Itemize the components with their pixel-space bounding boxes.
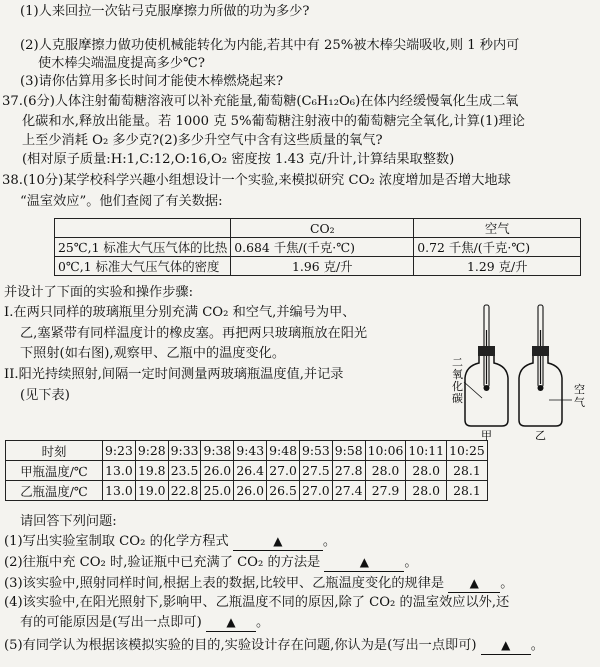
- temp-cell: 27.4: [332, 481, 365, 501]
- questions-intro: 请回答下列问题:: [20, 514, 117, 529]
- temp-cell: 27.0: [299, 481, 332, 501]
- time-cell: 9:48: [267, 441, 300, 461]
- temp-cell: 26.0: [201, 461, 234, 481]
- sub-q5: (5)有同学认为根据该模拟实验的目的,实验设计存在问题,你认为是(写出一点即可) ▲ 。: [4, 638, 544, 653]
- answer-blank-4[interactable]: [206, 614, 256, 632]
- temp-cell: 27.0: [267, 461, 300, 481]
- q37-line4: (相对原子质量:H:1,C:12,O:16,O₂ 密度按 1.43 克/升计,计算结果取整数): [22, 152, 455, 167]
- sub-q4-line2: 有的可能原因是(写出一点即可) ▲ 。: [20, 615, 270, 630]
- q38-line1: 38.(10分)某学校科学兴趣小组想设计一个实验,来模拟研究 CO₂ 浓度增加是否增大地球: [2, 173, 511, 188]
- sub-q2: (2)往瓶中充 CO₂ 时,验证瓶中已充满了 CO₂ 的方法是 ▲ 。: [4, 555, 418, 570]
- blank-triangle-icon: ▲: [273, 534, 283, 548]
- answer-blank-1[interactable]: [233, 533, 323, 551]
- temp-cell: 13.0: [103, 461, 136, 481]
- q38-line2: “温室效应”。他们查阅了有关数据:: [20, 194, 223, 209]
- temp-cell: 19.0: [135, 481, 168, 501]
- answer-blank-2[interactable]: [324, 554, 404, 572]
- co2-specific-heat: 0.684 千焦/(千克·℃): [231, 238, 414, 257]
- label-co2-1: 二: [452, 356, 463, 369]
- bottle-jia-label: 甲: [481, 429, 492, 442]
- time-cell: 10:25: [447, 441, 488, 461]
- temp-cell: 19.8: [135, 461, 168, 481]
- bottle-yi-label: 乙: [535, 429, 546, 442]
- time-cell: 10:11: [406, 441, 447, 461]
- time-cell: 9:53: [299, 441, 332, 461]
- label-air-2: 气: [574, 396, 585, 409]
- temp-cell: 23.5: [168, 461, 201, 481]
- step1-line2: 乙,塞紧带有同样温度计的橡皮塞。再把两只玻璃瓶放在阳光: [20, 326, 368, 341]
- table-row: [6, 461, 488, 481]
- q37-line3: 上至少消耗 O₂ 多少克?(2)多少升空气中含有这些质量的氧气?: [22, 133, 383, 148]
- time-cell: 9:43: [234, 441, 267, 461]
- sub-q3: (3)该实验中,照射同样时间,根据上表的数据,比较甲、乙瓶温度变化的规律是 ▲ 。: [4, 576, 514, 591]
- q37-line2: 化碳和水,释放出能量。若 1000 克 5%葡萄糖注射液中的葡萄糖完全氧化,计算(1)理论: [22, 114, 525, 129]
- temp-cell: 22.8: [168, 481, 201, 501]
- air-density: 1.29 克/升: [414, 257, 581, 276]
- temp-cell: 13.0: [103, 481, 136, 501]
- table-row: [55, 219, 581, 238]
- answer-blank-3[interactable]: [448, 575, 500, 593]
- temp-cell: 28.0: [406, 481, 447, 501]
- time-cell: 9:23: [103, 441, 136, 461]
- q36-part2-cont: 使木棒尖端温度提高多少℃?: [38, 56, 205, 71]
- temp-cell: 27.9: [365, 481, 406, 501]
- time-cell: 9:38: [201, 441, 234, 461]
- label-air-1: 空: [574, 383, 585, 396]
- temp-cell: 27.8: [332, 461, 365, 481]
- gas-properties-table: [54, 218, 581, 276]
- row-label-specific-heat: 25℃,1 标准大气压气体的比热: [55, 238, 231, 257]
- label-co2-4: 碳: [452, 392, 463, 405]
- step1-line1: I.在两只同样的玻璃瓶里分别充满 CO₂ 和空气,并编号为甲、: [4, 305, 356, 320]
- co2-density: 1.96 克/升: [231, 257, 414, 276]
- q36-part1: (1)人来回拉一次钻弓克服摩擦力所做的功为多少?: [20, 4, 310, 19]
- time-cell: 9:28: [135, 441, 168, 461]
- header-time: 时刻: [6, 441, 103, 461]
- blank-triangle-icon: ▲: [469, 576, 479, 590]
- temp-cell: 26.0: [234, 481, 267, 501]
- label-co2-3: 化: [452, 380, 463, 393]
- table-row: [55, 257, 581, 276]
- step1-line3: 下照射(如右图),观察甲、乙瓶中的温度变化。: [20, 346, 286, 361]
- blank-triangle-icon: ▲: [501, 638, 511, 652]
- temp-cell: 28.0: [406, 461, 447, 481]
- time-cell: 10:06: [365, 441, 406, 461]
- air-specific-heat: 0.72 千焦/(千克·℃): [414, 238, 581, 257]
- sub-q4-line1: (4)该实验中,在阳光照射下,影响甲、乙瓶温度不同的原因,除了 CO₂ 的温室效应以外,还: [4, 595, 510, 610]
- blank-triangle-icon: ▲: [359, 555, 370, 569]
- temp-cell: 26.4: [234, 461, 267, 481]
- table-row: [6, 481, 488, 501]
- temp-cell: 28.0: [365, 461, 406, 481]
- step2-line2: (见下表): [20, 388, 70, 403]
- row-label-yi: 乙瓶温度/℃: [6, 481, 103, 501]
- temperature-table: [5, 440, 488, 501]
- procedure-intro: 并设计了下面的实验和操作步骤:: [4, 285, 194, 300]
- row-label-density: 0℃,1 标准大气压气体的密度: [55, 257, 231, 276]
- temp-cell: 28.1: [447, 461, 488, 481]
- temp-cell: 25.0: [201, 481, 234, 501]
- header-co2: CO₂: [231, 219, 414, 238]
- temp-cell: 28.1: [447, 481, 488, 501]
- answer-blank-5[interactable]: [481, 637, 531, 655]
- table-row: [6, 441, 488, 461]
- bottle-diagram: [452, 300, 597, 442]
- table-row: [55, 238, 581, 257]
- header-air: 空气: [414, 219, 581, 238]
- label-co2-2: 氧: [452, 368, 463, 381]
- time-cell: 9:58: [332, 441, 365, 461]
- temp-cell: 27.5: [299, 461, 332, 481]
- q36-part3: (3)请你估算用多长时间才能使木棒燃烧起来?: [20, 74, 284, 89]
- time-cell: 9:33: [168, 441, 201, 461]
- step2-line1: II.阳光持续照射,间隔一定时间测量两玻璃瓶温度值,并记录: [4, 367, 344, 382]
- blank-triangle-icon: ▲: [226, 615, 236, 629]
- sub-q1: (1)写出实验室制取 CO₂ 的化学方程式 ▲ 。: [4, 534, 337, 549]
- row-label-jia: 甲瓶温度/℃: [6, 461, 103, 481]
- temp-cell: 26.5: [267, 481, 300, 501]
- q36-part2: (2)人克服摩擦力做功使机械能转化为内能,若其中有 25%被木棒尖端吸收,则 1 秒内可: [20, 38, 520, 53]
- q37-line1: 37.(6分)人体注射葡萄糖溶液可以补充能量,葡萄糖(C₆H₁₂O₆)在体内经缓慢氧化生成二氧: [2, 94, 519, 109]
